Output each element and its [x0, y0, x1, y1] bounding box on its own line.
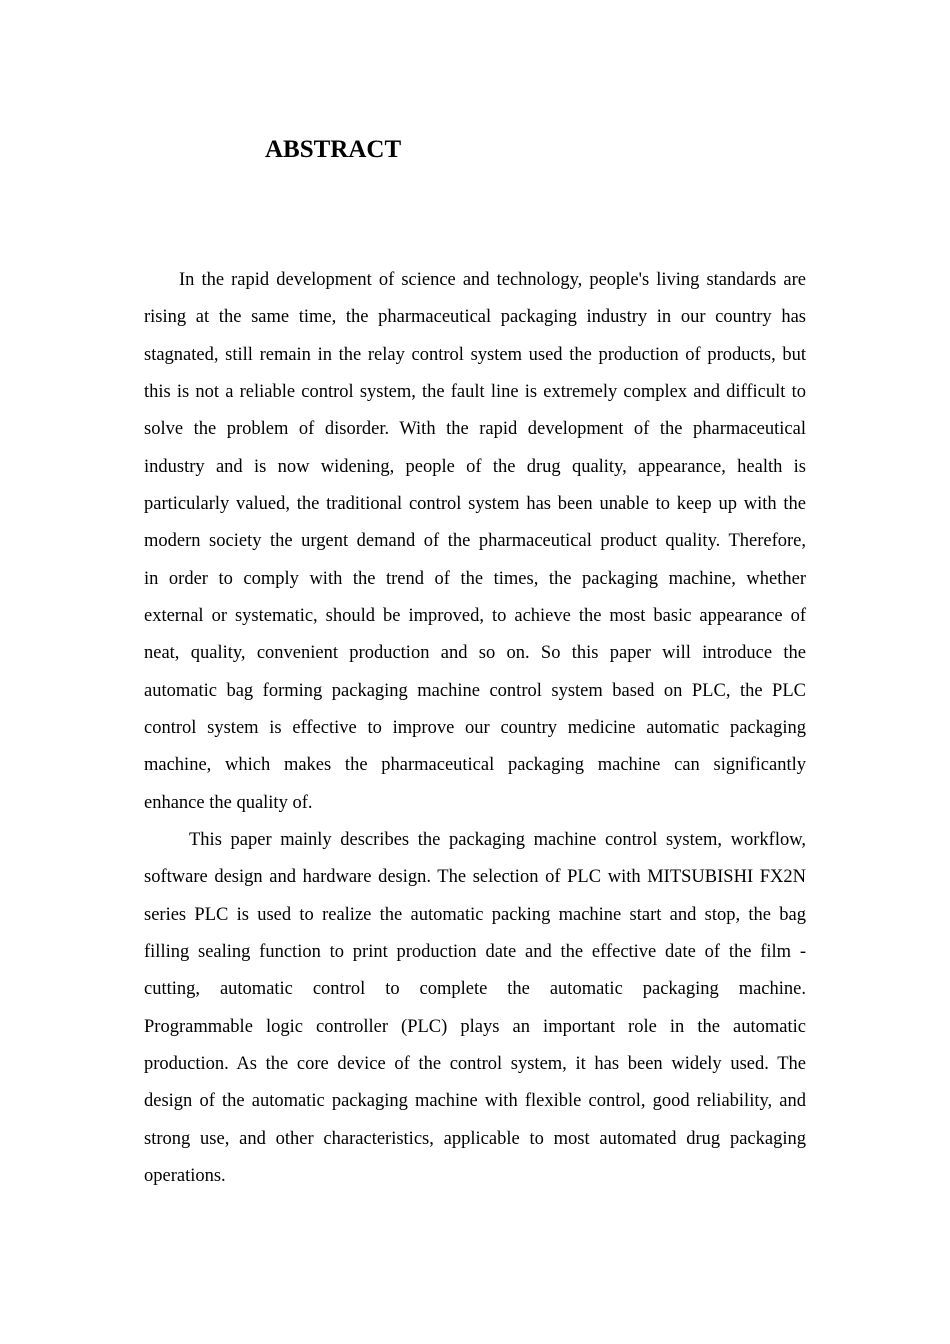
paragraph-line: operations.: [144, 1165, 226, 1186]
abstract-paragraph-1: [144, 264, 806, 824]
paragraph-line: enhance the quality of.: [144, 792, 313, 813]
paragraph-line: Programmable logic controller (PLC) plays an important role in the automatic: [144, 1016, 806, 1037]
paragraph-line: In the rapid development of science and technology, people's living standards are: [179, 270, 806, 290]
paragraph-line: machine, which makes the pharmaceutical packaging machine can significantly: [144, 755, 806, 776]
paragraph-line: This paper mainly describes the packaging machine control system, workflow,: [189, 830, 806, 851]
paragraph-line: automatic bag forming packaging machine control system based on PLC, the PLC: [144, 680, 806, 701]
paragraph-line: filling sealing function to print production date and the effective date of the film -: [144, 941, 806, 962]
paragraph-line: production. As the core device of the control system, it has been widely used. The: [144, 1053, 806, 1074]
paragraph-line: software design and hardware design. The selection of PLC with MITSUBISHI FX2N: [144, 867, 806, 888]
paragraph-line: this is not a reliable control system, the fault line is extremely complex and difficult to: [144, 382, 806, 403]
paragraph-line: neat, quality, convenient production and so on. So this paper will introduce the: [144, 643, 806, 664]
paragraph-line: strong use, and other characteristics, applicable to most automated drug packaging: [144, 1128, 806, 1149]
abstract-body: [144, 264, 806, 1197]
paragraph-line: industry and is now widening, people of the drug quality, appearance, health is: [144, 456, 806, 477]
paragraph-line: solve the problem of disorder. With the rapid development of the pharmaceutical: [144, 419, 806, 440]
abstract-paragraph-2: [144, 824, 806, 1197]
paragraph-line: external or systematic, should be improved, to achieve the most basic appearance of: [144, 606, 806, 627]
abstract-title: ABSTRACT: [265, 136, 402, 163]
paragraph-line: particularly valued, the traditional control system has been unable to keep up with the: [144, 494, 806, 515]
paragraph-line: cutting, automatic control to complete the automatic packaging machine.: [144, 979, 806, 1000]
paragraph-line: modern society the urgent demand of the pharmaceutical product quality. Therefore,: [144, 531, 806, 552]
paragraph-line: series PLC is used to realize the automatic packing machine start and stop, the bag: [144, 904, 806, 925]
paragraph-line: rising at the same time, the pharmaceutical packaging industry in our country has: [144, 307, 806, 328]
paragraph-line: design of the automatic packaging machine with flexible control, good reliability, and: [144, 1091, 806, 1112]
paragraph-line: stagnated, still remain in the relay control system used the production of products, but: [144, 344, 806, 365]
paragraph-line: control system is effective to improve our country medicine automatic packaging: [144, 718, 806, 739]
paragraph-line: in order to comply with the trend of the times, the packaging machine, whether: [144, 568, 806, 589]
